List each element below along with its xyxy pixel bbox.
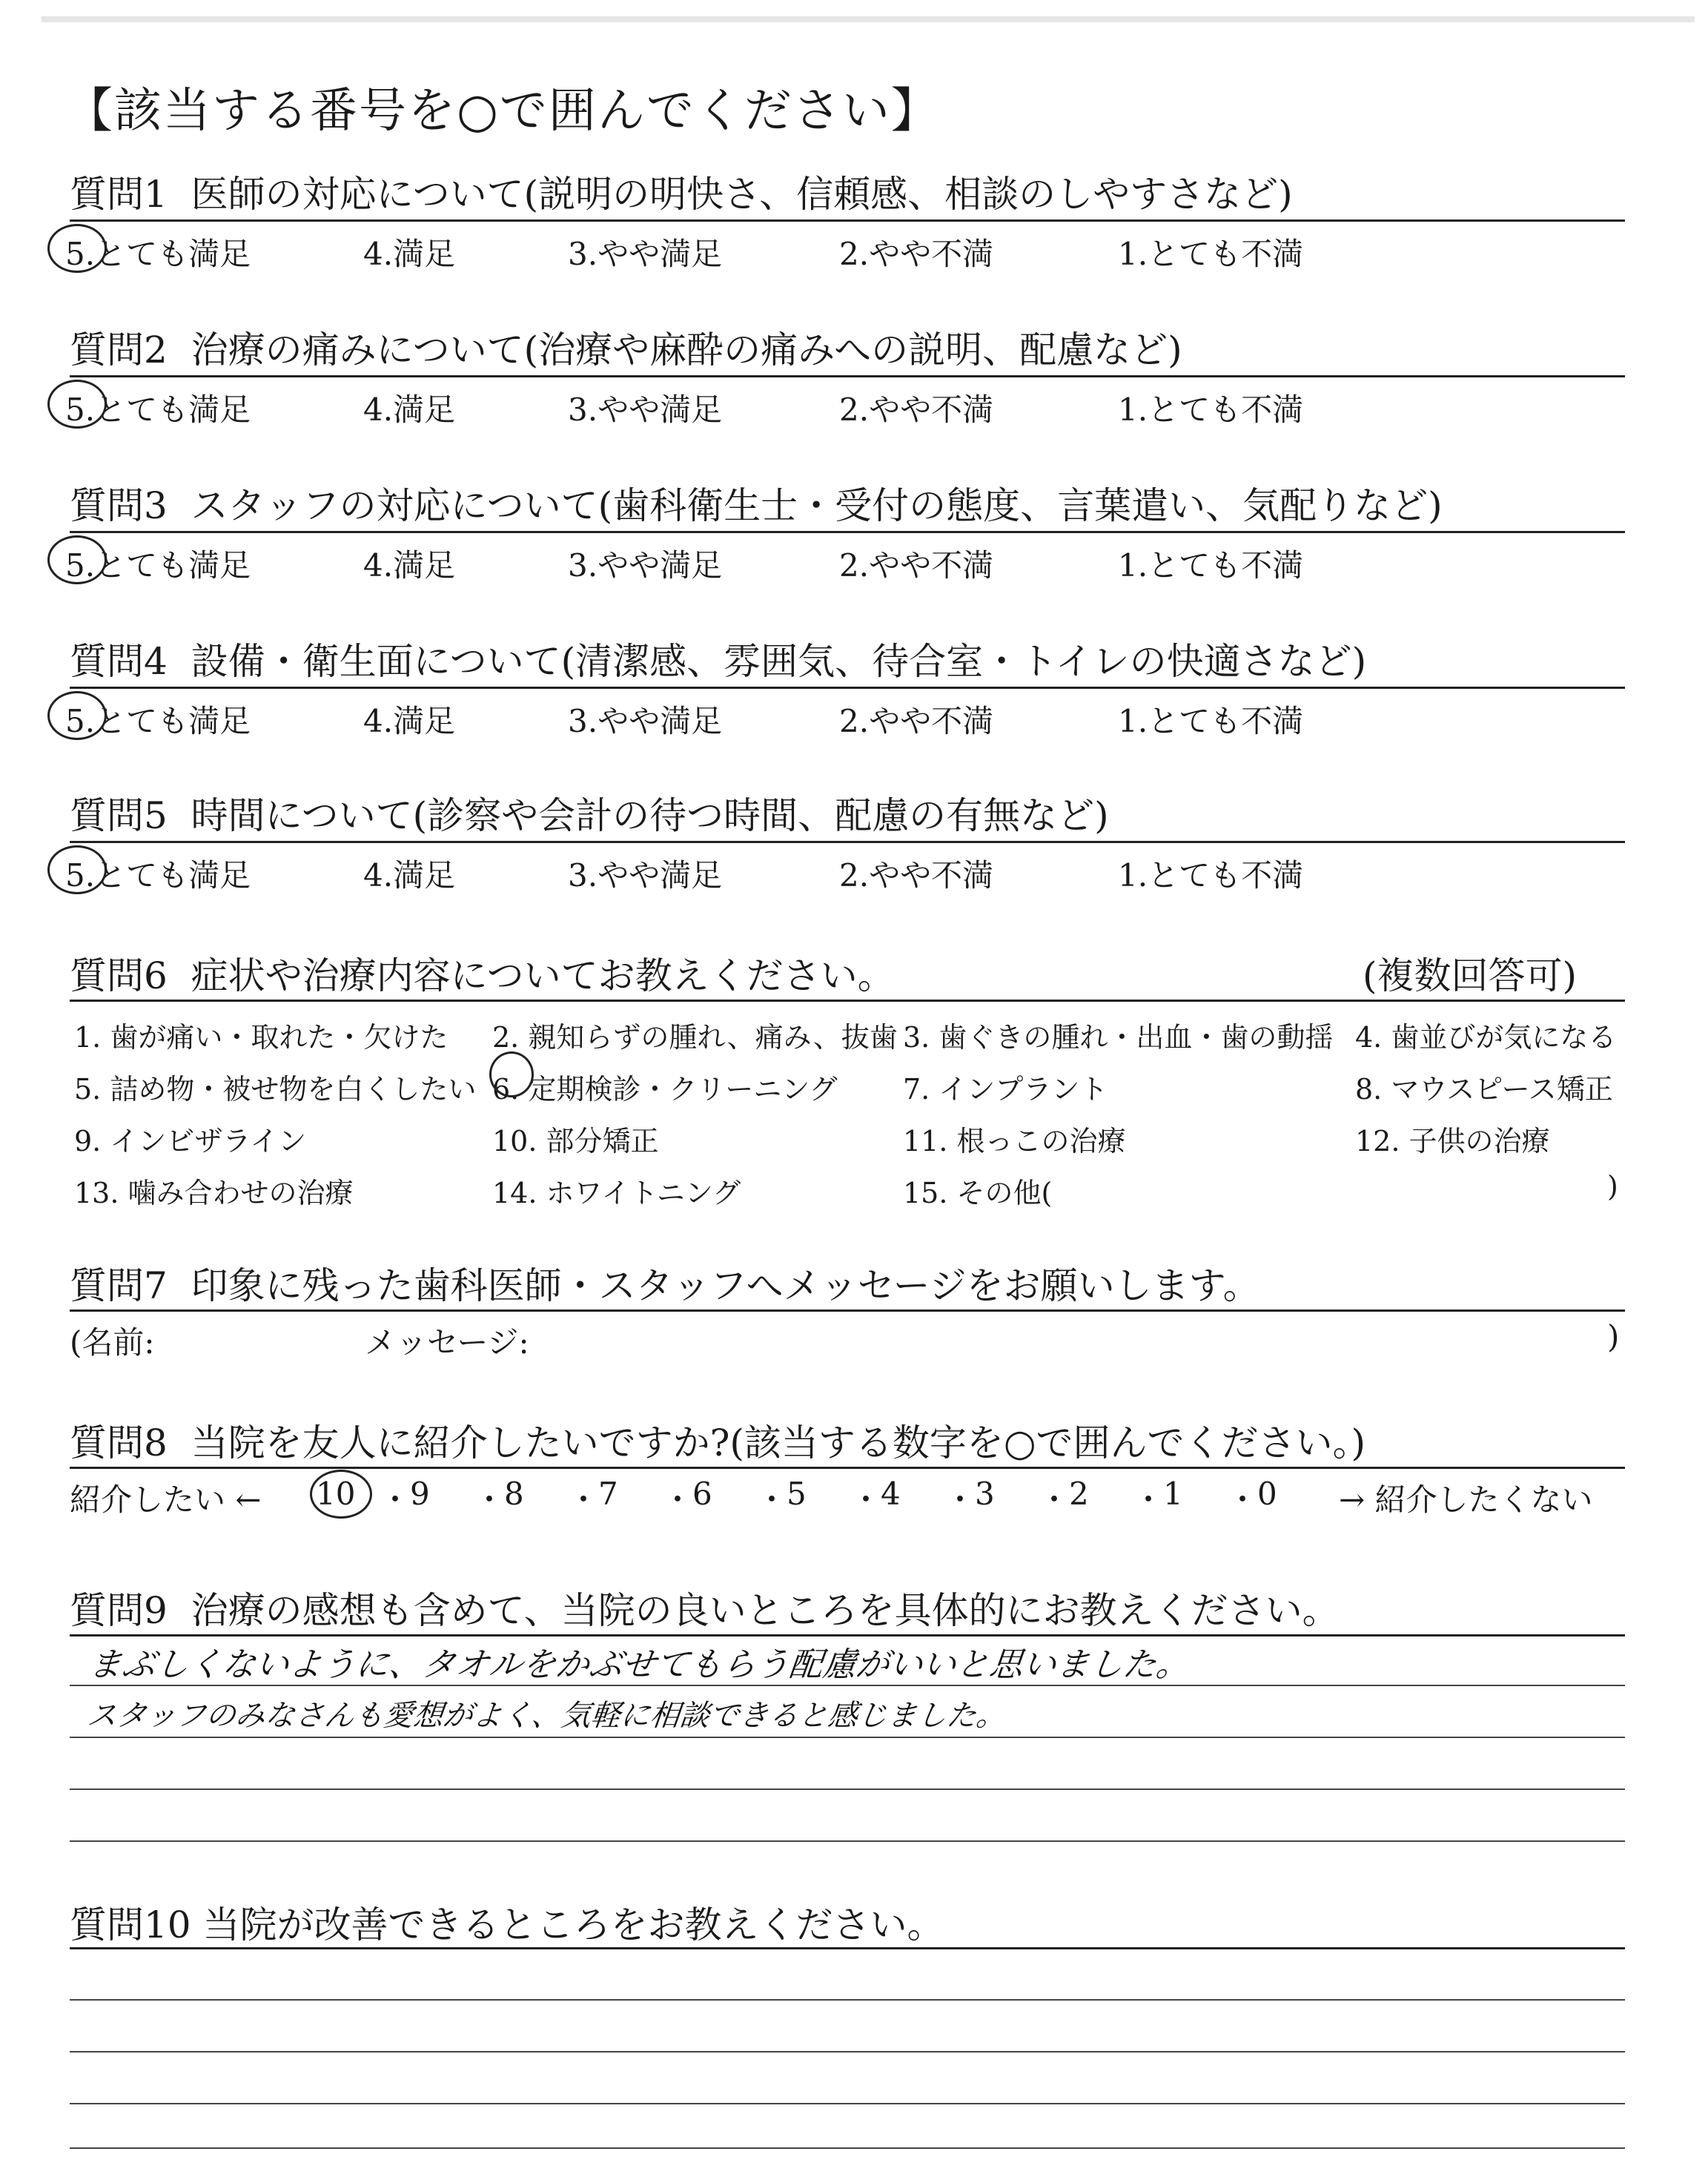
q2-selected-circle — [47, 380, 107, 429]
q3-option-5[interactable]: 5.とても満足 — [65, 547, 251, 584]
q6-label: 質問6 — [70, 954, 168, 997]
q8-text: 当院を友人に紹介したいですか?(該当する数字を○で囲んでください。) — [191, 1421, 1366, 1464]
q4-rule — [70, 687, 1625, 689]
q6-option-7[interactable]: 7. インプラント — [903, 1073, 1108, 1106]
q8-right-label: → 紹介したくない — [1339, 1482, 1593, 1518]
q1-label: 質問1 — [70, 173, 168, 216]
q7-message-label: メッセージ: — [365, 1324, 529, 1361]
q3-option-3[interactable]: 3.やや満足 — [568, 547, 723, 584]
q5-option-1[interactable]: 1.とても不満 — [1118, 857, 1304, 894]
q8-scale-0[interactable]: 0 — [1257, 1476, 1277, 1512]
q6-option-12[interactable]: 12. 子供の治療 — [1355, 1125, 1550, 1157]
q1-text: 医師の対応について(説明の明快さ、信頼感、相談のしやすさなど) — [191, 173, 1293, 216]
q6-option-4[interactable]: 4. 歯並びが気になる — [1355, 1021, 1617, 1054]
q7-heading — [70, 1256, 1260, 1309]
q2-heading — [70, 320, 1182, 374]
q5-selected-circle — [47, 845, 107, 894]
q3-selected-circle — [47, 535, 107, 584]
q8-selected-circle — [310, 1470, 372, 1519]
q8-separator: ・ — [1133, 1482, 1165, 1518]
q8-scale-5[interactable]: 5 — [787, 1476, 807, 1512]
q8-separator: ・ — [850, 1482, 882, 1518]
q2-option-4[interactable]: 4.満足 — [363, 392, 456, 428]
q8-separator: ・ — [944, 1482, 976, 1518]
q10-heading — [70, 1895, 944, 1949]
q4-selected-circle — [47, 691, 107, 740]
q9-line — [70, 1840, 1625, 1842]
q9-rule — [70, 1634, 1625, 1636]
q8-separator: ・ — [1039, 1482, 1070, 1518]
q6-option-8[interactable]: 8. マウスピース矯正 — [1355, 1073, 1613, 1106]
q5-option-2[interactable]: 2.やや不満 — [839, 857, 994, 894]
q2-option-2[interactable]: 2.やや不満 — [839, 392, 994, 428]
q1-option-5[interactable]: 5.とても満足 — [65, 236, 251, 272]
q5-text: 時間について(診察や会計の待つ時間、配慮の有無など) — [191, 794, 1109, 837]
q5-label: 質問5 — [70, 794, 168, 837]
q1-selected-circle — [47, 224, 107, 273]
q6-option-11[interactable]: 11. 根っこの治療 — [903, 1125, 1126, 1157]
q2-option-3[interactable]: 3.やや満足 — [568, 392, 723, 428]
q10-line — [70, 2147, 1625, 2149]
q9-label: 質問9 — [70, 1589, 168, 1632]
q2-text: 治療の痛みについて(治療や麻酔の痛みへの説明、配慮など) — [191, 328, 1182, 371]
form-title: 【該当する番号を○で囲んでください】 — [65, 84, 940, 139]
q8-scale-9[interactable]: 9 — [410, 1476, 430, 1512]
q6-selected-circle — [489, 1051, 534, 1097]
q10-line — [70, 2103, 1625, 2104]
q10-line — [70, 2051, 1625, 2052]
q7-text: 印象に残った歯科医師・スタッフへメッセージをお願いします。 — [191, 1264, 1260, 1307]
q6-option-6[interactable]: 6. 定期検診・クリーニング — [492, 1073, 838, 1106]
q6-heading — [70, 946, 895, 1000]
q9-heading — [70, 1581, 1340, 1634]
q6-option-close: ) — [1607, 1170, 1618, 1203]
q9-line — [70, 1685, 1625, 1686]
q8-scale-8[interactable]: 8 — [504, 1476, 524, 1512]
q2-option-1[interactable]: 1.とても不満 — [1118, 392, 1304, 428]
q8-scale-4[interactable]: 4 — [881, 1476, 901, 1512]
q1-heading — [70, 165, 1293, 218]
q6-rule — [70, 1000, 1625, 1002]
q1-option-4[interactable]: 4.満足 — [363, 236, 456, 272]
q8-heading — [70, 1413, 1366, 1467]
q2-label: 質問2 — [70, 328, 168, 371]
q8-scale-6[interactable]: 6 — [692, 1476, 712, 1512]
q8-separator: ・ — [756, 1482, 788, 1518]
q8-separator: ・ — [662, 1482, 694, 1518]
q8-scale-7[interactable]: 7 — [598, 1476, 618, 1512]
q5-heading — [70, 786, 1109, 839]
q7-close: ) — [1607, 1318, 1620, 1355]
q4-option-5[interactable]: 5.とても満足 — [65, 703, 251, 739]
q6-note: (複数回答可) — [1363, 954, 1578, 997]
q9-answer-line-2: スタッフのみなさんも愛想がよく、気軽に相談できると感じました。 — [85, 1699, 1008, 1733]
q6-option-15[interactable]: 15. その他( — [903, 1177, 1053, 1209]
q3-option-2[interactable]: 2.やや不満 — [839, 547, 994, 584]
q7-label: 質問7 — [70, 1264, 168, 1307]
q6-option-14[interactable]: 14. ホワイトニング — [492, 1177, 741, 1209]
q4-option-4[interactable]: 4.満足 — [363, 703, 456, 739]
q9-line — [70, 1789, 1625, 1790]
q4-option-2[interactable]: 2.やや不満 — [839, 703, 994, 739]
q3-option-4[interactable]: 4.満足 — [363, 547, 456, 584]
q8-left-label: 紹介したい ← — [70, 1482, 262, 1518]
q4-text: 設備・衛生面について(清潔感、雰囲気、待合室・トイレの快適さなど) — [191, 640, 1367, 683]
q8-separator: ・ — [1227, 1482, 1259, 1518]
q6-option-2[interactable]: 2. 親知らずの腫れ、痛み、抜歯 — [492, 1021, 898, 1054]
q6-text: 症状や治療内容についてお教えください。 — [191, 954, 895, 997]
q3-label: 質問3 — [70, 484, 168, 527]
q8-scale-1[interactable]: 1 — [1163, 1476, 1183, 1512]
q10-label: 質問10 — [70, 1903, 191, 1946]
q8-separator: ・ — [380, 1482, 411, 1518]
q7-rule — [70, 1309, 1625, 1312]
q8-label: 質問8 — [70, 1421, 168, 1464]
q2-option-5[interactable]: 5.とても満足 — [65, 392, 251, 428]
q4-option-1[interactable]: 1.とても不満 — [1118, 703, 1304, 739]
q8-scale-10[interactable]: 10 — [316, 1476, 356, 1512]
q6-option-5[interactable]: 5. 詰め物・被せ物を白くしたい — [74, 1073, 477, 1106]
q3-option-1[interactable]: 1.とても不満 — [1118, 547, 1304, 584]
q4-label: 質問4 — [70, 640, 168, 683]
q6-option-10[interactable]: 10. 部分矯正 — [492, 1125, 659, 1157]
q6-option-9[interactable]: 9. インビザライン — [74, 1125, 307, 1157]
q8-separator: ・ — [568, 1482, 600, 1518]
q4-heading — [70, 632, 1366, 685]
q3-heading — [70, 476, 1443, 529]
q5-option-4[interactable]: 4.満足 — [363, 857, 456, 894]
q1-option-3[interactable]: 3.やや満足 — [568, 236, 723, 272]
q2-rule — [70, 375, 1625, 377]
q6-option-13[interactable]: 13. 噛み合わせの治療 — [74, 1177, 354, 1209]
q8-scale-3[interactable]: 3 — [975, 1476, 995, 1512]
q5-option-5[interactable]: 5.とても満足 — [65, 857, 251, 894]
page-top-edge — [42, 16, 1695, 22]
q8-rule — [70, 1467, 1625, 1469]
q3-text: スタッフの対応について(歯科衛生士・受付の態度、言葉遣い、気配りなど) — [191, 484, 1443, 527]
q10-line — [70, 1999, 1625, 2001]
q8-scale-2[interactable]: 2 — [1069, 1476, 1089, 1512]
q1-option-1[interactable]: 1.とても不満 — [1118, 236, 1304, 272]
q9-text: 治療の感想も含めて、当院の良いところを具体的にお教えください。 — [191, 1589, 1340, 1632]
q1-rule — [70, 219, 1625, 222]
q9-answer-line-1: まぶしくないように、タオルをかぶせてもらう配慮がいいと思いました。 — [86, 1645, 1192, 1684]
q4-option-3[interactable]: 3.やや満足 — [568, 703, 723, 739]
q9-line — [70, 1737, 1625, 1738]
q6-option-1[interactable]: 1. 歯が痛い・取れた・欠けた — [74, 1021, 448, 1054]
q6-option-3[interactable]: 3. 歯ぐきの腫れ・出血・歯の動揺 — [903, 1021, 1334, 1054]
q5-rule — [70, 841, 1625, 843]
q3-rule — [70, 531, 1625, 533]
q1-option-2[interactable]: 2.やや不満 — [839, 236, 994, 272]
q7-name-label: (名前: — [70, 1324, 155, 1361]
q10-text: 当院が改善できるところをお教えください。 — [202, 1903, 944, 1946]
q10-rule — [70, 1947, 1625, 1949]
q5-option-3[interactable]: 3.やや満足 — [568, 857, 723, 894]
q8-separator: ・ — [474, 1482, 506, 1518]
